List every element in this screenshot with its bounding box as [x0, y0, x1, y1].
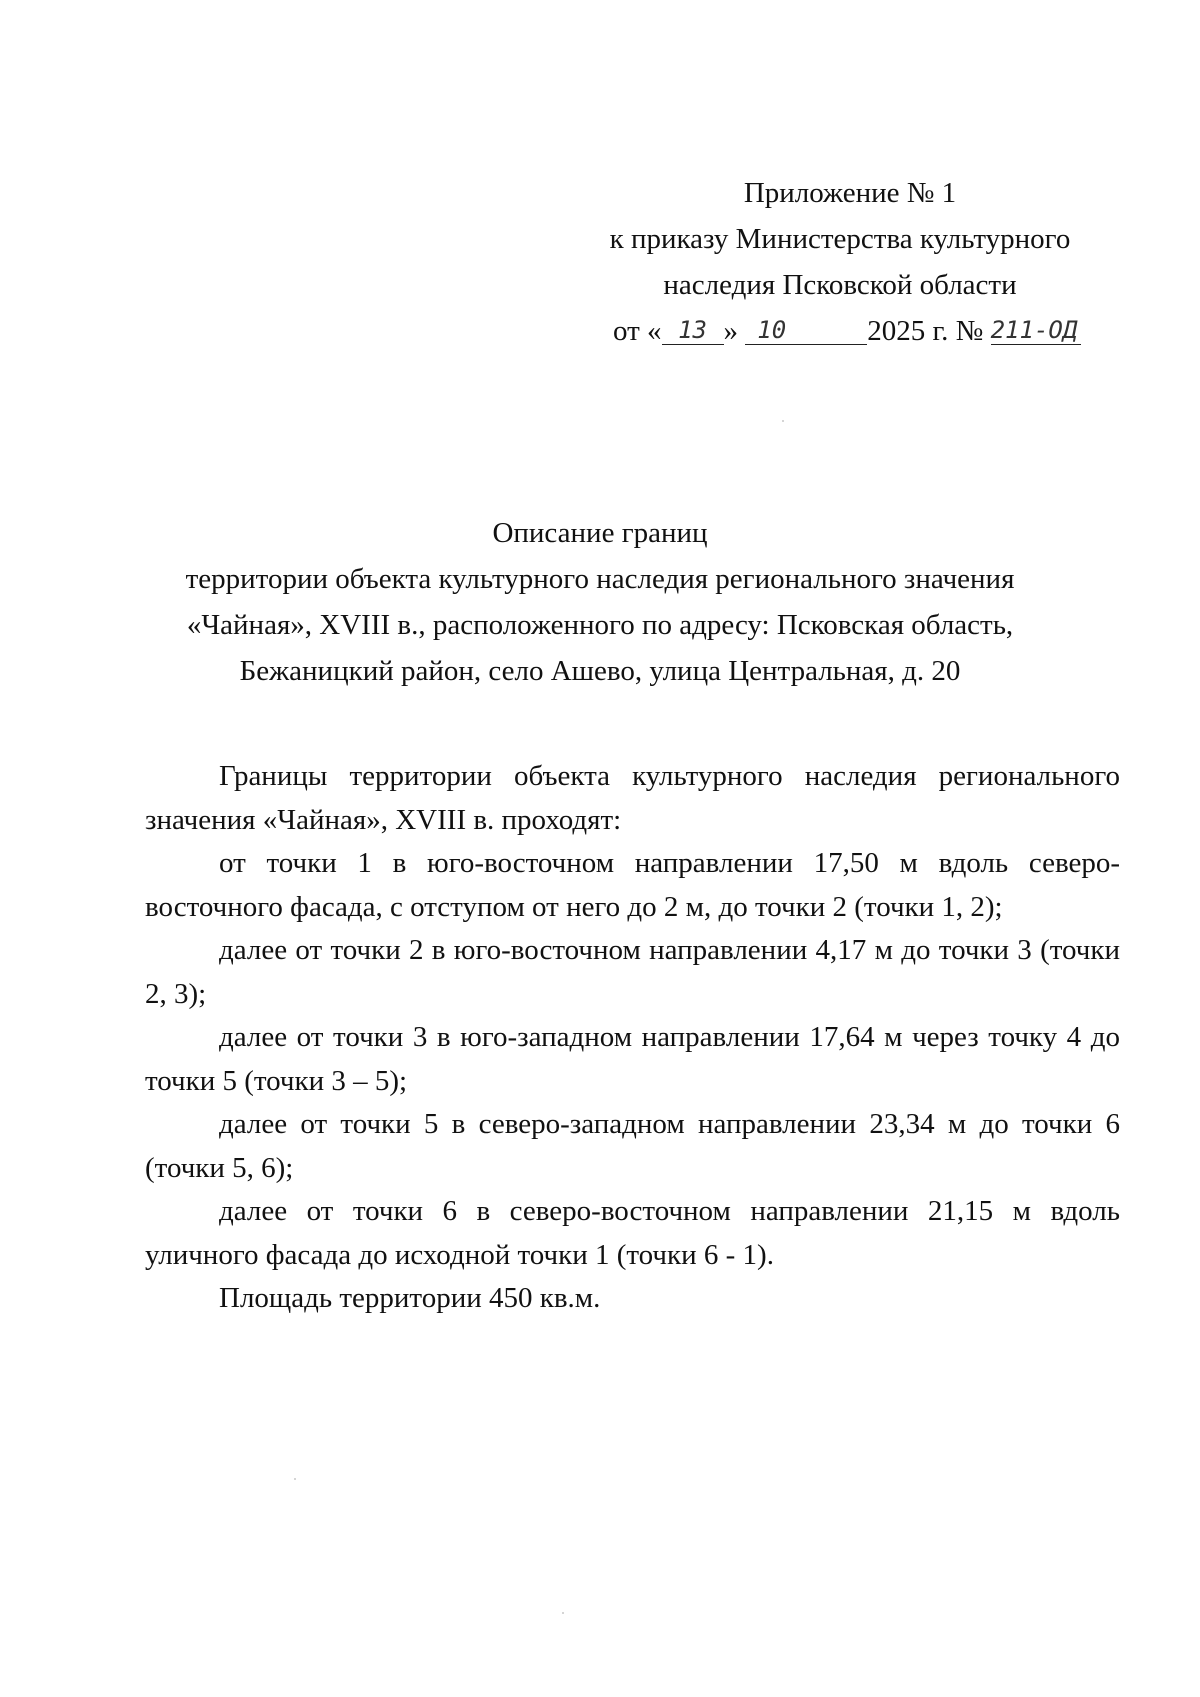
date-year: 2025 г. №: [867, 315, 984, 347]
boundary-paragraph-5: далее от точки 6 в северо-восточном направлении 21,15 м вдоль уличного фасада до исходной точки 1 (точки 6 - 1).: [145, 1195, 1120, 1271]
document-title: [130, 510, 1070, 694]
appendix-ministry-line: наследия Псковской области: [663, 269, 1017, 301]
scan-speck: [562, 1612, 564, 1614]
order-date-line: [560, 308, 1120, 354]
date-month-handwritten: 10: [757, 316, 787, 344]
date-month-field: [745, 308, 867, 345]
boundary-paragraph-1: от точки 1 в юго-восточном направлении 17,50 м вдоль северо-восточного фасада, с отступом от него до 2 м, до точки 2 (точки 1, 2);: [145, 847, 1120, 923]
area-paragraph: Площадь территории 450 кв.м.: [219, 1282, 601, 1314]
scan-speck: [782, 420, 784, 422]
order-number-handwritten: 211-ОД: [990, 316, 1078, 344]
boundary-paragraph-2: далее от точки 2 в юго-восточном направлении 4,17 м до точки 3 (точки 2, 3);: [145, 934, 1120, 1010]
boundary-paragraph-4: далее от точки 5 в северо-западном направлении 23,34 м до точки 6 (точки 5, 6);: [145, 1108, 1120, 1184]
title-line-4: Бежаницкий район, село Ашево, улица Центральная, д. 20: [239, 655, 961, 687]
appendix-title: Приложение № 1: [743, 177, 957, 209]
title-line-2: территории объекта культурного наследия регионального значения: [185, 563, 1015, 595]
date-prefix: от «: [613, 315, 662, 347]
scan-speck: [294, 1478, 296, 1480]
date-day-handwritten: 13: [678, 316, 707, 344]
appendix-header: [560, 170, 1120, 354]
appendix-order-line: к приказу Министерства культурного: [609, 223, 1071, 255]
date-day-field: [662, 308, 724, 345]
boundary-paragraph-3: далее от точки 3 в юго-западном направлении 17,64 м через точку 4 до точки 5 (точки 3 – 5);: [145, 1021, 1120, 1097]
title-line-1: Описание границ: [492, 517, 708, 549]
title-line-3: «Чайная», XVIII в., расположенного по адресу: Псковская область,: [186, 609, 1014, 641]
order-number-field: [991, 308, 1081, 345]
intro-paragraph: Границы территории объекта культурного наследия регионального значения «Чайная», XVIII в. проходят:: [145, 760, 1120, 836]
document-body: [145, 755, 1120, 1321]
date-mid: »: [723, 315, 739, 347]
